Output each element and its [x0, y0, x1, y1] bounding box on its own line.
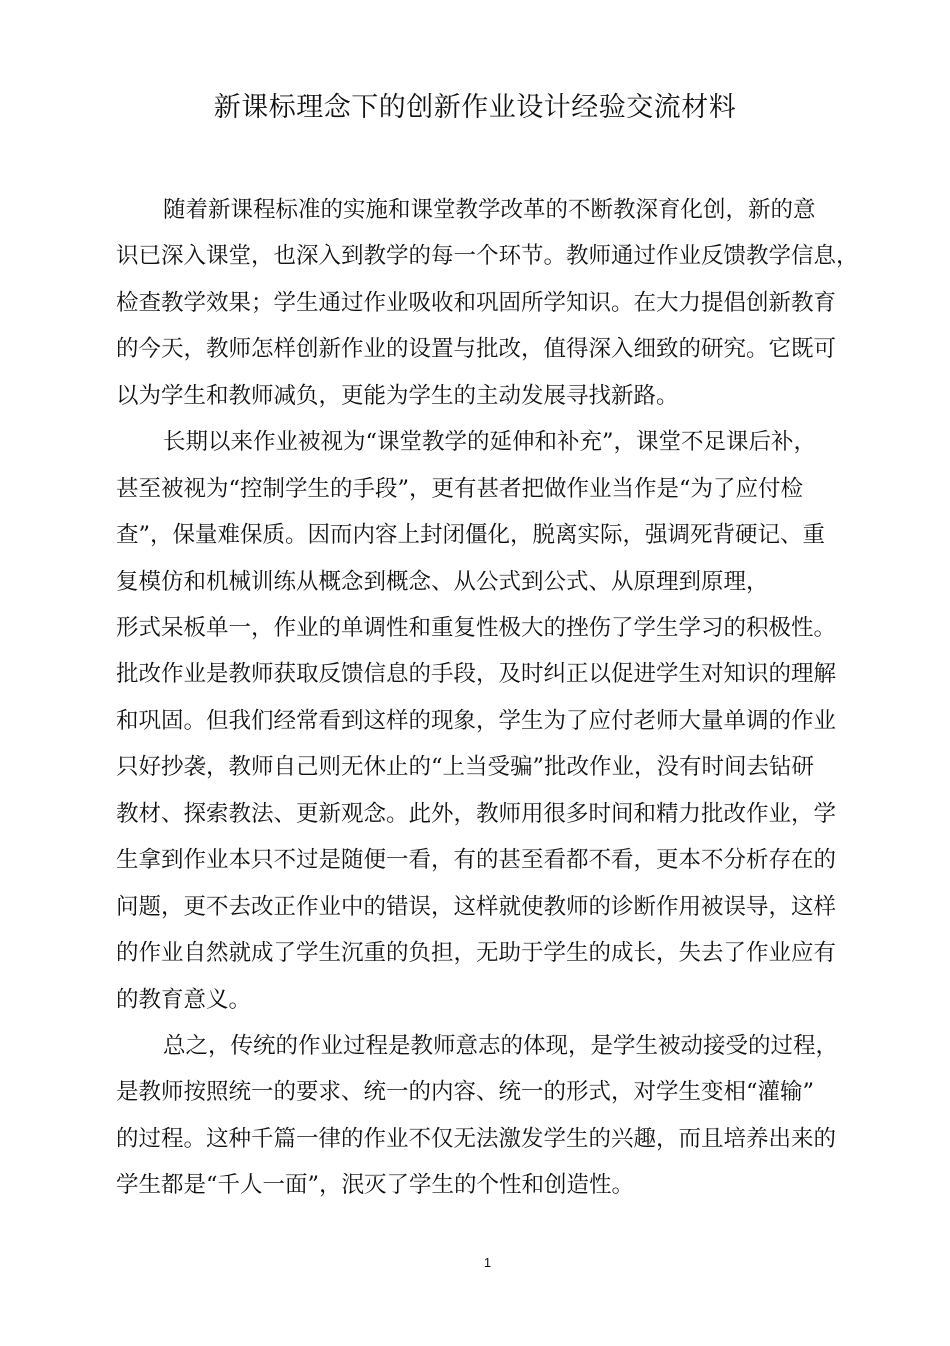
paragraph-line: 的今天，教师怎样创新作业的设置与批改，值得深入细致的研究。它既可 — [116, 336, 837, 362]
paragraph-line: 识已深入课堂，也深入到教学的每一个环节。教师通过作业反馈教学信息， — [116, 243, 859, 269]
paragraph-line: 是教师按照统一的要求、统一的内容、统一的形式，对学生变相“灌输” — [116, 1079, 815, 1105]
paragraph-line: 问题，更不去改正作业中的错误，这样就使教师的诊断作用被误导，这样 — [116, 894, 837, 920]
paragraph-line: 的教育意义。 — [116, 987, 252, 1013]
paragraph-line: 以为学生和教师减负，更能为学生的主动发展寻找新路。 — [116, 383, 679, 409]
paragraph-line: 的作业自然就成了学生沉重的负担，无助于学生的成长，失去了作业应有 — [116, 940, 837, 966]
paragraph-line: 和巩固。但我们经常看到这样的现象，学生为了应付老师大量单调的作业 — [116, 708, 837, 734]
paragraph-line: 生拿到作业本只不过是随便一看，有的甚至看都不看，更本不分析存在的 — [116, 847, 837, 873]
paragraph-line: 形式呆板单一，作业的单调性和重复性极大的挫伤了学生学习的积极性。 — [116, 615, 837, 641]
paragraph-line: 学生都是“千人一面”，泯灭了学生的个性和创造性。 — [116, 1172, 635, 1198]
document-title: 新课标理念下的创新作业设计经验交流材料 — [213, 92, 737, 123]
paragraph-line: 只好抄袭，教师自己则无休止的“上当受骗”批改作业，没有时间去钻研 — [116, 754, 815, 780]
paragraph-line: 复模仿和机械训练从概念到概念、从公式到公式、从原理到原理， — [116, 569, 769, 595]
paragraph-line: 长期以来作业被视为“课堂教学的延伸和补充”，课堂不足课后补， — [163, 429, 817, 455]
page-number: 1 — [483, 1255, 492, 1270]
paragraph-line: 批改作业是教师获取反馈信息的手段，及时纠正以促进学生对知识的理解 — [116, 661, 837, 687]
paragraph-line: 查”，保量难保质。因而内容上封闭僵化，脱离实际，强调死背硬记、重 — [116, 522, 826, 548]
paragraph-line: 检查教学效果；学生通过作业吸收和巩固所学知识。在大力提倡创新教育 — [116, 290, 837, 316]
paragraph-line: 的过程。这种千篇一律的作业不仅无法激发学生的兴趣，而且培养出来的 — [116, 1126, 837, 1152]
paragraph-line: 甚至被视为“控制学生的手段”，更有甚者把做作业当作是“为了应付检 — [116, 476, 804, 502]
paragraph-line: 教材、探索教法、更新观念。此外，教师用很多时间和精力批改作业，学 — [116, 801, 837, 827]
paragraph-line: 总之，传统的作业过程是教师意志的体现，是学生被动接受的过程， — [163, 1033, 839, 1059]
paragraph-line: 随着新课程标准的实施和课堂教学改革的不断教深育化创，新的意 — [163, 197, 816, 223]
